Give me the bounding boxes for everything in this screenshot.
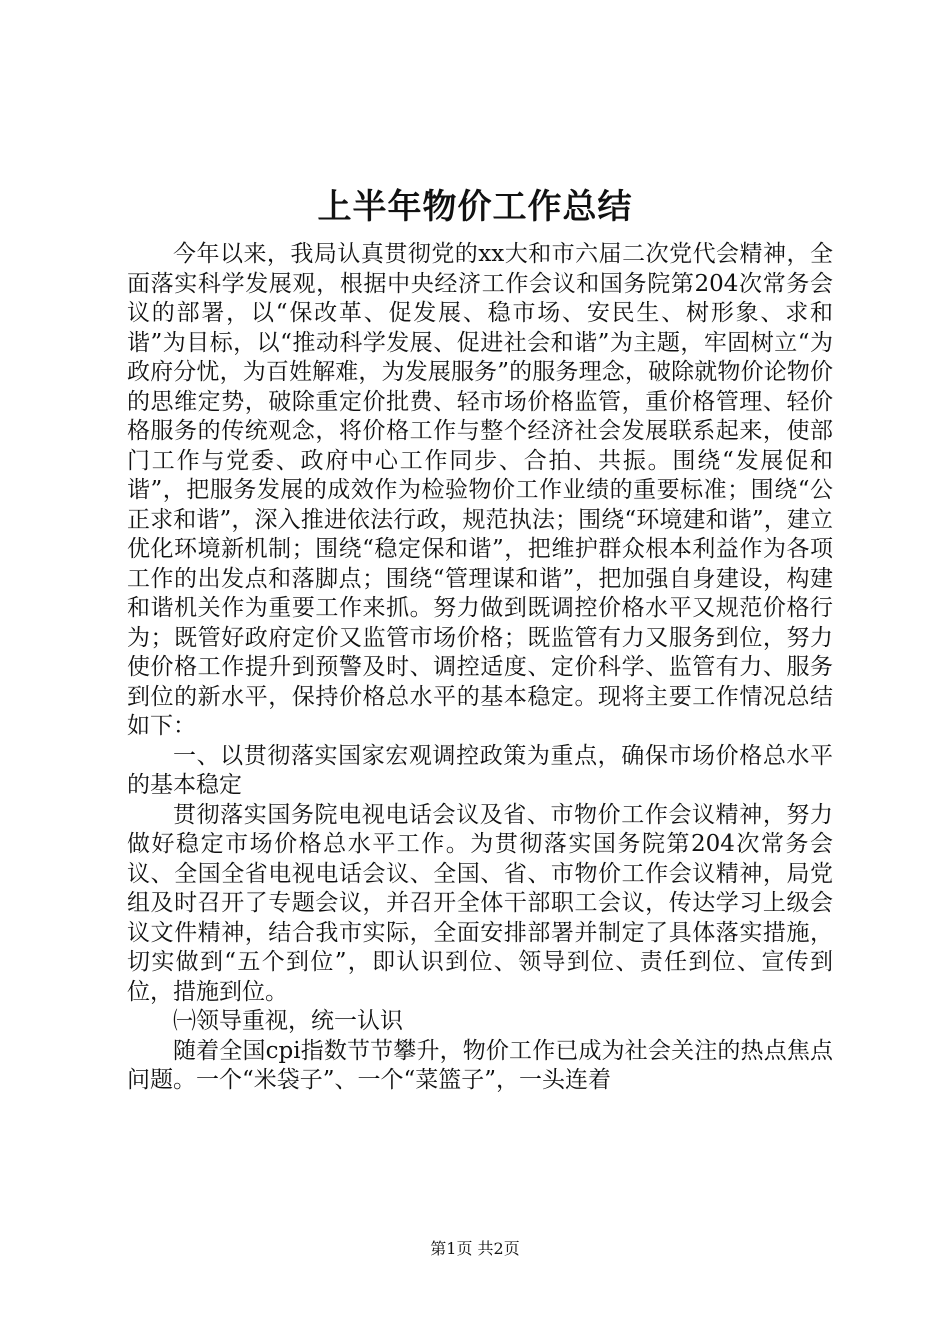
document-body [127,240,833,1096]
document-title: 上半年物价工作总结 [317,187,633,227]
paragraph-subsection-1: 随着全国cpi指数节节攀升，物价工作已成为社会关注的热点焦点问题。一个“米袋子”、一个“菜篮子”，一头连着 [127,1037,833,1093]
page-number-footer: 第1页 共2页 [430,1239,520,1258]
paragraph-section-1: 贯彻落实国务院电视电话会议及省、市物价工作会议精神，努力做好稳定市场价格总水平工作。为贯彻落实国务院第204次常务会议、全国全省电视电话会议、全国、省、市物价工作会议精神，局党组及时召开了专题会议，并召开全体干部职工会议，传达学习上级会议文件精神，结合我市实际，全面安排部署并制定了具体落实措施，切实做到“五个到位”，即认识到位、领导到位、责任到位、宣传到位，措施到位。 [127,801,833,1005]
subsection-heading-1: ㈠领导重视，统一认识 [173,1008,403,1034]
section-heading-1: 一、以贯彻落实国家宏观调控政策为重点，确保市场价格总水平的基本稳定 [127,742,833,798]
paragraph-intro: 今年以来，我局认真贯彻党的xx大和市六届二次党代会精神，全面落实科学发展观，根据中央经济工作会议和国务院第204次常务会议的部署，以“保改革、促发展、稳市场、安民生、树形象、求和谐”为目标，以“推动科学发展、促进社会和谐”为主题，牢固树立“为政府分忧，为百姓解难，为发展服务”的服务理念，破除就物价论物价的思维定势，破除重定价批费、轻市场价格监管，重价格管理、轻价格服务的传统观念，将价格工作与整个经济社会发展联系起来，使部门工作与党委、政府中心工作同步、合拍、共振。围绕“发展促和谐”，把服务发展的成效作为检验物价工作业绩的重要标准；围绕“公正求和谐”，深入推进依法行政，规范执法；围绕“环境建和谐”，建立优化环境新机制；围绕“稳定保和谐”，把维护群众根本利益作为各项工作的出发点和落脚点；围绕“管理谋和谐”，把加强自身建设，构建和谐机关作为重要工作来抓。努力做到既调控价格水平又规范价格行为；既管好政府定价又监管市场价格；既监管有力又服务到位，努力使价格工作提升到预警及时、调控适度、定价科学、监管有力、服务到位的新水平，保持价格总水平的基本稳定。现将主要工作情况总结如下： [127,241,833,739]
